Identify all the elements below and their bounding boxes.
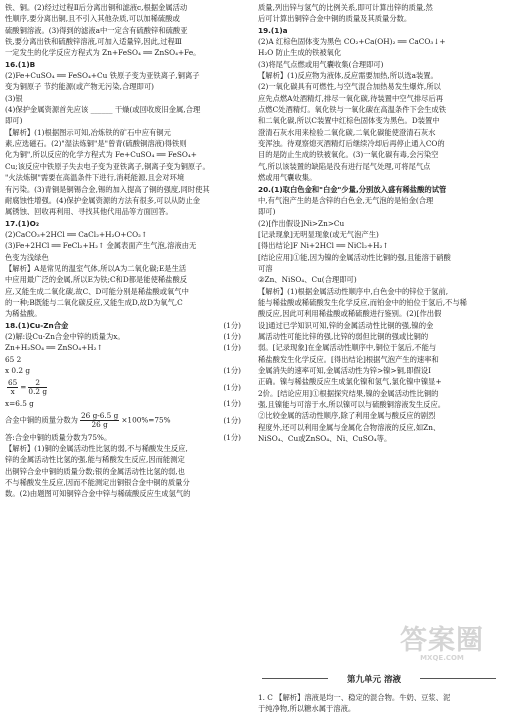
numerator: 26 g-6.5 g <box>80 411 119 421</box>
text-line: 【解析】A是常见的温室气体,所以A为二氧化碳;E是生活 <box>5 263 187 273</box>
text-line: (2)CaCO₃+2HCl ══ CaCl₂+H₂O+CO₂↑ <box>5 229 148 239</box>
text-line: 铁,要分离出铁和硫酸锌溶液,可加入适量锌,因此,过程Ⅲ <box>5 37 182 47</box>
right-column <box>258 2 499 444</box>
formula-prefix: 合金中铜的质量分数为 <box>5 415 78 425</box>
score-label: (1分) <box>223 416 241 426</box>
text-line: 应,又能生成二氧化碳,故C、D可能分别是稀盐酸或氧气中 <box>5 286 189 296</box>
formula-suffix: ×100%=75% <box>121 415 171 425</box>
text-line: 【解析】(1)反应物为液体,反应需要加热,所以选a装置。 <box>258 71 438 81</box>
text-line: 能与稀盐酸或稀硫酸发生化学反应,而铂金中的铂位于氢后,不与稀 <box>258 297 467 307</box>
text-line: 化为铜",所以反应的化学方程式为 Fe+CuSO₄ ══ FeSO₄+ <box>5 150 197 160</box>
text-line: 酸反应,因此可利用稀盐酸或稀硫酸进行鉴别。(2)[作出假 <box>258 309 442 319</box>
text-line <box>5 432 241 443</box>
score-label: (1分) <box>223 382 241 392</box>
text-line: 铁、铜。(2)经过过程Ⅱ后分离出铜和滤液c,根据金属活动 <box>5 3 188 12</box>
watermark-logo <box>380 625 504 700</box>
text-line: 点燃C处酒精灯。氧化铁与一氧化碳在高温条件下会生成铁 <box>258 105 447 115</box>
text-line: 1. C 【解析】溶液是均一、稳定的混合物。牛奶、豆浆、泥 <box>258 693 451 702</box>
text-line: (2)一氧化碳具有可燃性,与空气混合加热易发生爆炸,所以 <box>258 82 441 92</box>
text-line: 强,且镍能与可溶于水,所以镍可以与硫酸铜溶液发生反应。 <box>258 400 446 410</box>
text-line: 中应用最广泛的金属,所以E为铁;C和D都是能使稀盐酸反 <box>5 275 188 285</box>
text-line: ②Zn、NiSO₄、Cu(合理即可) <box>258 275 357 285</box>
numerator: 2 <box>28 379 47 388</box>
text-line: 质量,列出锌与氢气的比例关系,即可计算出锌的质量,然 <box>258 3 433 12</box>
text-line: 气,所以该装置的缺陷是没有进行尾气处理,可将尾气点 <box>258 161 431 171</box>
text-line: "火法炼铜"需要在高温条件下进行,消耗能源,且会对环境 <box>5 173 185 183</box>
text-line: 一定发生的化学反应方程式为 Zn+FeSO₄ ══ ZnSO₄+Fe。 <box>5 48 201 58</box>
text-line <box>5 320 241 331</box>
ratio-formula <box>5 376 241 398</box>
score-label: (1分) <box>223 432 241 442</box>
fraction <box>80 412 119 429</box>
text-line: (2)[作出假设]Ni>Zn>Cu <box>258 218 345 228</box>
question-number: 19.(1)a <box>258 25 288 35</box>
text-line: 弱。[记录现象]在金属活动性顺序中,铜位于氢后,不能与 <box>258 343 437 353</box>
text-line: 澄清石灰水用来检验二氧化碳,二氧化碳能使澄清石灰水 <box>258 127 436 137</box>
text-line: 即可) <box>258 207 276 217</box>
text-line: H₂O 防止生成的铁被氧化 <box>258 48 342 58</box>
question-number: 17.(1)O₂ <box>5 218 40 228</box>
text-line: 变为铜原子 节约能源(或产物无污染,合理即可) <box>5 82 154 92</box>
text-line: 程度外,还可以利用金属与金属化合物溶液的反应,如Zn、 <box>258 422 441 432</box>
text-line: 中,有气泡产生的是含锌的白色金,无气泡的是铂金(合理 <box>258 195 434 205</box>
text-line: 的一种;B既能与二氧化碳反应,又能生成D,故D为氧气,C <box>5 297 183 307</box>
text-line: 性顺序,要分离出铜,且不引入其他杂质,可以加稀硫酸或 <box>5 14 180 24</box>
denominator: 0.2 g <box>28 386 48 396</box>
text-line: 耐腐蚀性增强。(4)保护金属资源的方法有很多,可以从防止金 <box>5 195 201 205</box>
text-line: 属活动性可能比锌的强,比锌的弱但比铜的强或比铜的 <box>258 331 429 341</box>
text-line: 2价。[结论应用]①根据探究结果,镍的金属活动性比铜的 <box>258 388 439 398</box>
equals-sign: = <box>20 382 27 392</box>
text-line <box>5 398 241 409</box>
numerator: 65 <box>8 377 18 387</box>
text-line <box>5 331 241 342</box>
score-label: (1分) <box>223 343 241 353</box>
text-line: 有污染。(3)青铜是铜锡合金,锡的加入提高了铜的强度,同时使其 <box>5 184 210 194</box>
line-text: x=6.5 g <box>5 399 34 409</box>
question-number: 16.(1)B <box>5 59 36 69</box>
line-text: 18.(1)Cu-Zn合金 <box>5 320 69 330</box>
line-text: (2)解:设Cu-Zn合金中锌的质量为x。 <box>5 331 125 341</box>
text-line: 目的是防止生成的铁被氧化。(3)一氧化碳有毒,会污染空 <box>258 150 439 160</box>
text-line: 正确。镍与稀盐酸反应生成氯化镍和氢气,氯化镍中镍显+ <box>258 377 442 387</box>
left-column <box>5 2 241 500</box>
text-line: 属锈蚀、回收再利用、寻找其他代用品等方面回答。 <box>5 207 173 217</box>
text-line: 为稀盐酸。 <box>5 309 42 319</box>
percent-expression <box>5 412 171 429</box>
text-line: 后可计算出铜锌合金中铜的质量及其质量分数。 <box>258 14 412 24</box>
line-text: x 0.2 g <box>5 366 31 375</box>
watermark-text: 答案圈 <box>400 625 484 656</box>
text-line: 可溶 <box>258 263 273 273</box>
text-line: 金属消失的速率可知,金属活动性为锌>镍>铜,即假设Ⅰ <box>258 366 431 375</box>
text-line: 色变为浅绿色 <box>5 252 49 262</box>
text-line: 即可) <box>5 116 23 126</box>
text-line: 于纯净物,所以糖水属于溶液。 <box>258 704 356 714</box>
fraction <box>7 379 18 396</box>
score-label: (1分) <box>223 320 241 330</box>
text-line: 硫酸铜溶液。(3)得到的滤液a中一定含有硫酸锌和硫酸亚 <box>5 25 188 35</box>
line-text: 答:合金中铜的质量分数为75%。 <box>5 432 112 442</box>
question-number: 20.(1)取白色金和"白金"少量,分别放入盛有稀盐酸的试管 <box>258 184 447 194</box>
ratio-expression <box>5 379 49 396</box>
text-line: 【解析】(1)根据图示可知,冶炼铁的矿石中应有铜元 <box>5 127 171 137</box>
text-line: [结论应用]①能,因为镍的金属活动性比铜的强,且能溶于硝酸 <box>258 252 451 262</box>
text-line: (2)A 红棕色固体变为黑色 CO₂+Ca(OH)₂ ══ CaCO₃↓+ <box>258 37 446 47</box>
text-line: 出铜锌合金中铜的质量分数;银的金属活动性比氢的弱,也 <box>5 466 185 476</box>
text-line: 燃或用气囊收集。 <box>258 173 317 183</box>
text-line: (3)银 <box>5 93 23 103</box>
denominator: 26 g <box>91 420 108 430</box>
text-line <box>5 342 241 353</box>
text-line: 设]通过已学知识可知,锌的金属活动性比铜的强,镍的金 <box>258 320 434 330</box>
text-line <box>5 365 241 376</box>
text-line: [记录现象]无明显现象(或无气泡产生) <box>258 229 379 239</box>
percent-formula <box>5 410 241 432</box>
section-divider-left <box>262 678 328 679</box>
text-line: 【解析】(1)根据金属活动性顺序中,白色金中的锌位于氢前, <box>258 286 449 296</box>
text-line: 不与稀酸发生反应,因而不能测定出铜银合金中铜的质量分 <box>5 478 190 488</box>
text-line: 变浑浊。待观察熄灭酒精灯后继续冷却后再停止通入CO的 <box>258 139 445 149</box>
text-line: 和二氧化碳,所以C装置中红棕色固体变为黑色。D装置中 <box>258 116 440 126</box>
text-line: 65 2 <box>5 354 22 364</box>
text-line: (3)Fe+2HCl ══ FeCl₂+H₂↑ 金属表面产生气泡,溶液由无 <box>5 241 197 251</box>
text-line: 稀盐酸发生化学反应。[得出结论]根据气泡产生的速率和 <box>258 354 439 364</box>
text-line: 素,应选磁石。(2)"湿法炼铜"是"曾青(硫酸铜溶液)得铁则 <box>5 139 187 149</box>
text-line: 应先点燃A处酒精灯,排尽一氧化碳,待装置中空气排尽后再 <box>258 93 444 103</box>
text-line: 【解析】(1)铜的金属活动性比氢的弱,不与稀酸发生反应, <box>5 444 188 454</box>
text-line: (2)Fe+CuSO₄ ══ FeSO₄+Cu 铁原子变为亚铁离子,铜离子 <box>5 71 200 81</box>
text-line: ②比较金属的活动性顺序,除了利用金属与酸反应的剧烈 <box>258 411 436 421</box>
text-line: 数。(2)由题图可知铜锌合金中锌与稀硫酸反应生成氢气的 <box>5 489 191 499</box>
denominator: x <box>10 386 15 396</box>
text-line: 锌的金属活动性比氢的强,能与稀酸发生反应,因而能测定 <box>5 455 185 465</box>
text-line: Cu;该反应中铁原子失去电子变为亚铁离子,铜离子变为铜原子。 <box>5 161 210 171</box>
text-line: (4)保护金属资源首先应该 ______ 干燥(或回收废旧金属,合理 <box>5 105 201 115</box>
text-line: (3)将尾气点燃或用气囊收集(合理即可) <box>258 59 384 69</box>
section-title: 第九单元 溶液 <box>347 675 401 685</box>
text-line: NiSO₄、Cu或ZnSO₄、Ni、CuSO₄等。 <box>258 434 392 444</box>
fraction <box>28 379 47 396</box>
text-line: [得出结论]F Ni+2HCl ══ NiCl₂+H₂↑ <box>258 241 389 251</box>
line-text: Zn+H₂SO₄ ══ ZnSO₄+H₂↑ <box>5 343 103 353</box>
watermark-url: MXQE.COM <box>420 654 464 662</box>
score-label: (1分) <box>223 366 241 375</box>
score-label: (1分) <box>223 331 241 341</box>
score-label: (1分) <box>223 399 241 409</box>
